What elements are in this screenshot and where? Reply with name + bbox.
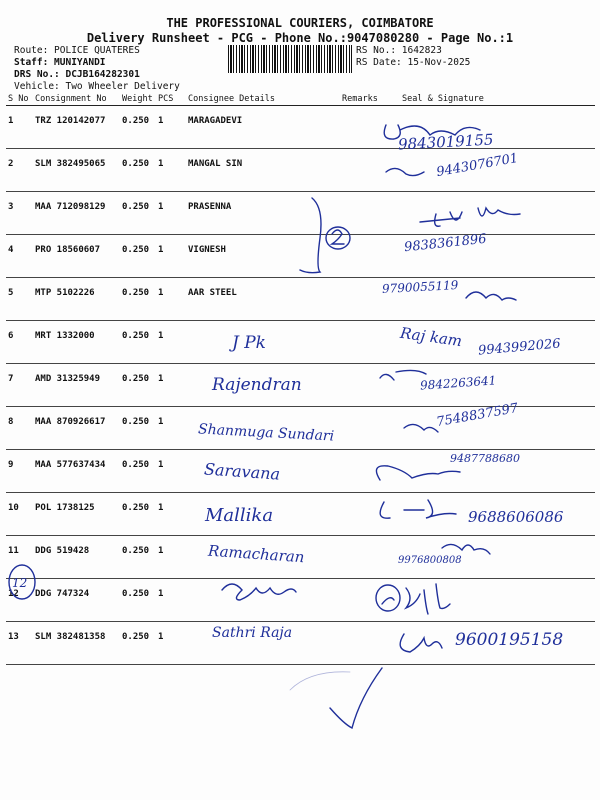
signature-stroke [442,544,490,554]
handwritten-phone-1: 9843019155 [397,130,494,154]
weight-cell: 0.250 [120,622,156,665]
weight-cell: 0.250 [120,278,156,321]
col-pcs: PCS [156,93,186,106]
rs-date: RS Date: 15-Nov-2025 [356,57,471,68]
handwritten-phone-2: 9443076701 [435,150,520,181]
pcs-cell: 1 [156,407,186,450]
handwritten-name-10: Mallika [205,505,274,526]
consignee-cell: MANGAL SIN [186,149,340,192]
consignee-cell: MARAGADEVI [186,106,340,149]
vehicle-label: Vehicle: Two Wheeler Delivery [14,81,180,92]
consignee-cell: VIGNESH [186,235,340,278]
col-consignment: Consignment No [33,93,120,106]
signature-stroke [384,125,480,139]
handwritten-name-9: Saravana [203,459,281,484]
weight-cell: 0.250 [120,321,156,364]
handwritten-phone-5: 9790055119 [381,278,459,296]
consignment-cell: SLM 382481358 [33,622,120,665]
pcs-cell: 1 [156,622,186,665]
pcs-cell: 1 [156,235,186,278]
col-remarks: Remarks [340,93,400,106]
consignment-cell: DDG 519428 [33,536,120,579]
consignment-cell: MRT 1332000 [33,321,120,364]
weight-cell: 0.250 [120,364,156,407]
consignment-cell: TRZ 120142077 [33,106,120,149]
handwritten-phone-13: 9600195158 [455,630,564,650]
pcs-cell: 1 [156,321,186,364]
weight-cell: 0.250 [120,235,156,278]
signature-stroke [404,424,438,432]
col-sno: S No [6,93,33,106]
col-consignee: Consignee Details [186,93,340,106]
handwritten-name-11: Ramacharan [207,541,306,567]
consignment-cell: MAA 712098129 [33,192,120,235]
col-weight: Weight [120,93,156,106]
handwritten-remark-12: 12 [12,576,28,590]
pcs-cell: 1 [156,450,186,493]
handwritten-phone-11: 9976800808 [398,555,462,566]
weight-cell: 0.250 [120,450,156,493]
checkmark [330,668,382,728]
pcs-cell: 1 [156,579,186,622]
consignment-cell: DDG 747324 [33,579,120,622]
consignee-cell: PRASENNA [186,192,340,235]
circle-mark [9,565,35,599]
runsheet-title: Delivery Runsheet - PCG - Phone No.:9047080280 - Page No.:1 [86,31,514,45]
handwritten-name-6: J Pk [232,333,266,353]
sno-cell: 1 [6,106,33,149]
weight-cell: 0.250 [120,579,156,622]
handwritten-name-7: Rajendran [212,375,302,395]
handwritten-phone-6: 9943992026 [477,336,562,359]
pcs-cell: 1 [156,364,186,407]
consignee-cell: AAR STEEL [186,278,340,321]
staff-label: Staff: MUNIYANDI [14,57,106,68]
col-signature: Seal & Signature [400,93,595,106]
sno-cell: 6 [6,321,33,364]
weight-cell: 0.250 [120,106,156,149]
handwritten-phone-9: 9487788680 [450,452,520,465]
consignment-cell: MAA 577637434 [33,450,120,493]
weight-cell: 0.250 [120,149,156,192]
handwritten-name-8: Shanmuga Sundari [197,421,335,445]
sno-cell: 12 [6,579,33,622]
pcs-cell: 1 [156,106,186,149]
weight-cell: 0.250 [120,536,156,579]
signature-stroke [400,634,442,652]
sno-cell: 11 [6,536,33,579]
bracket-mark [300,198,321,273]
sno-cell: 13 [6,622,33,665]
sno-cell: 2 [6,149,33,192]
sno-cell: 4 [6,235,33,278]
signature-stroke [466,292,516,300]
digit-2-mark [332,230,344,244]
signature-stroke [420,208,520,226]
signature-stroke [380,500,456,518]
handwritten-sign-6: Raj kam [399,323,464,351]
consignment-cell: AMD 31325949 [33,364,120,407]
sno-cell: 7 [6,364,33,407]
handwritten-name-13: Sathri Raja [212,625,293,641]
handwritten-phone-4: 9838361896 [403,231,488,256]
sno-cell: 8 [6,407,33,450]
consignment-cell: MTP 5102226 [33,278,120,321]
rs-number: RS No.: 1642823 [356,45,442,56]
consignment-cell: POL 1738125 [33,493,120,536]
handwritten-phone-10: 9688606086 [468,508,564,526]
consignment-cell: MAA 870926617 [33,407,120,450]
route-label: Route: POLICE QUATERES [14,45,140,56]
sno-cell: 3 [6,192,33,235]
signature-stroke [380,370,426,380]
weight-cell: 0.250 [120,192,156,235]
company-title: THE PROFESSIONAL COURIERS, COIMBATORE [166,16,434,30]
sno-cell: 9 [6,450,33,493]
consignment-cell: SLM 382495065 [33,149,120,192]
sno-cell: 10 [6,493,33,536]
pcs-cell: 1 [156,493,186,536]
pcs-cell: 1 [156,149,186,192]
pcs-cell: 1 [156,278,186,321]
stamp-arc [290,672,350,690]
signature-stroke [222,584,296,600]
pcs-cell: 1 [156,192,186,235]
drs-number: DRS No.: DCJB164282301 [14,69,140,80]
sno-cell: 5 [6,278,33,321]
weight-cell: 0.250 [120,407,156,450]
signature-stroke [386,168,424,175]
consignment-cell: PRO 18560607 [33,235,120,278]
handwritten-phone-8: 7548837597 [435,400,520,431]
handwritten-phone-7: 9842263641 [419,373,497,393]
weight-cell: 0.250 [120,493,156,536]
pcs-cell: 1 [156,536,186,579]
signature-stroke [376,466,460,480]
